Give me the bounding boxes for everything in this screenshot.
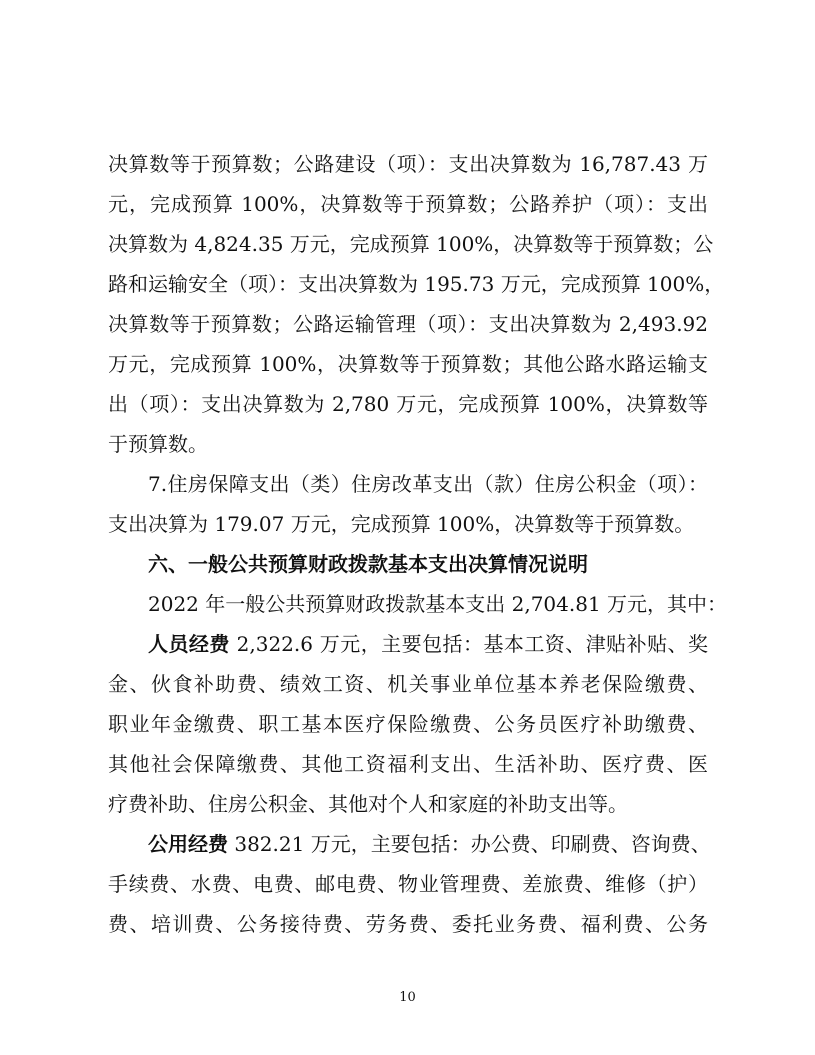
- paragraph-line: 2022 年一般公共预算财政拨款基本支出 2,704.81 万元，其中：: [148, 592, 728, 616]
- paragraph-line: 于预算数。: [108, 432, 208, 456]
- paragraph-line: 7.住房保障支出（类）住房改革支出（款）住房公积金（项）：: [148, 472, 708, 496]
- paragraph-line: 支出决算为 179.07 万元，完成预算 100%，决算数等于预算数。: [108, 512, 695, 536]
- paragraph-line: 决算数为 4,824.35 万元，完成预算 100%，决算数等于预算数；公: [108, 232, 714, 256]
- paragraph-line: 手续费、水费、电费、邮电费、物业管理费、差旅费、维修（护）: [108, 872, 708, 896]
- paragraph-line: 职业年金缴费、职工基本医疗保险缴费、公务员医疗补助缴费、: [108, 712, 708, 736]
- paragraph-line: 元，完成预算 100%，决算数等于预算数；公路养护（项）：支出: [108, 192, 708, 216]
- paragraph-line: 决算数等于预算数；公路建设（项）：支出决算数为 16,787.43 万: [108, 152, 708, 176]
- paragraph-line: 疗费补助、住房公积金、其他对个人和家庭的补助支出等。: [108, 792, 628, 816]
- public-text: 382.21 万元，主要包括：办公费、印刷费、咨询费、: [228, 832, 711, 856]
- public-label: 公用经费: [148, 832, 228, 856]
- page-number: 10: [399, 990, 416, 1005]
- paragraph-line: 万元，完成预算 100%，决算数等于预算数；其他公路水路运输支: [108, 352, 708, 376]
- paragraph-line: 其他社会保障缴费、其他工资福利支出、生活补助、医疗费、医: [108, 752, 708, 776]
- personnel-label: 人员经费: [148, 632, 230, 656]
- section-heading: 六、一般公共预算财政拨款基本支出决算情况说明: [148, 552, 588, 576]
- personnel-paragraph-line: [148, 632, 708, 656]
- paragraph-line: 决算数等于预算数；公路运输管理（项）：支出决算数为 2,493.92: [108, 312, 708, 336]
- public-paragraph-line: [148, 832, 711, 856]
- paragraph-line: 金、伙食补助费、绩效工资、机关事业单位基本养老保险缴费、: [108, 672, 708, 696]
- paragraph-line: 出（项）：支出决算数为 2,780 万元，完成预算 100%，决算数等: [108, 392, 708, 416]
- personnel-text: 2,322.6 万元，主要包括：基本工资、津贴补贴、奖: [229, 632, 708, 656]
- paragraph-line: 费、培训费、公务接待费、劳务费、委托业务费、福利费、公务: [108, 912, 708, 936]
- paragraph-line: 路和运输安全（项）：支出决算数为 195.73 万元，完成预算 100%，: [108, 272, 725, 296]
